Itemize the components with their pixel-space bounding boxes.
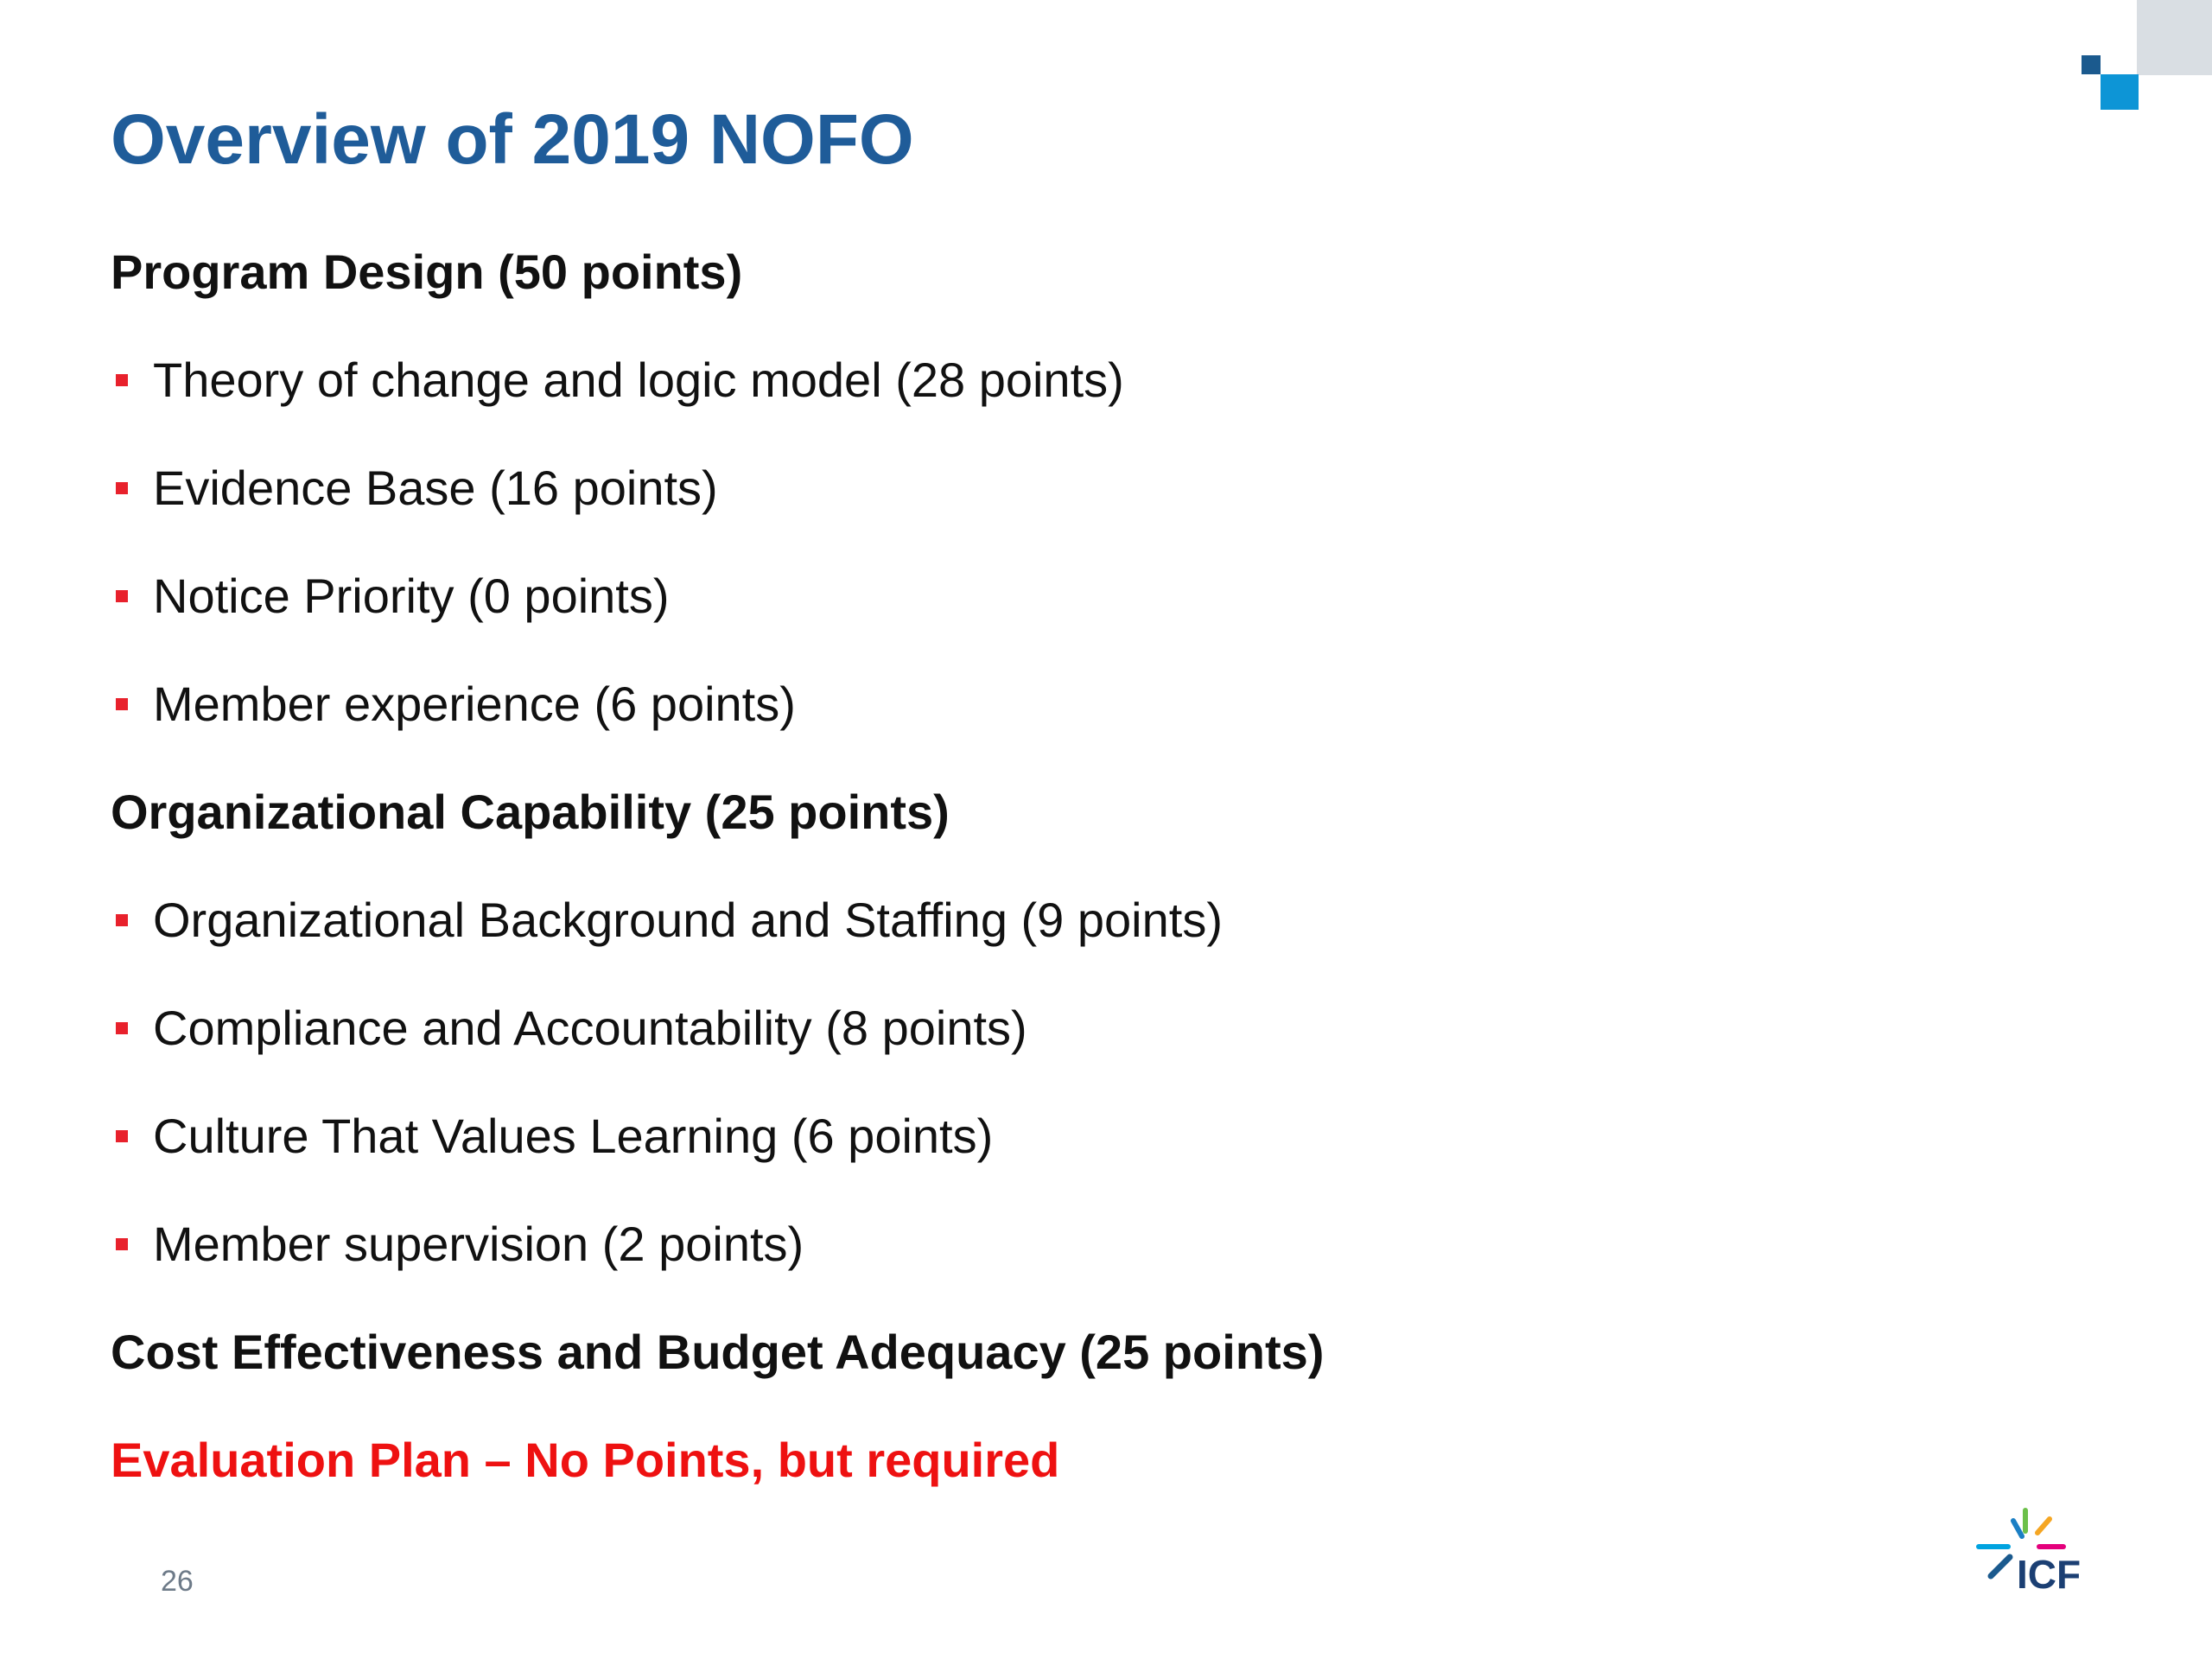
list-item-text: Notice Priority (0 points)	[153, 569, 670, 623]
logo-ray-icon	[2037, 1519, 2050, 1533]
list-item-text: Compliance and Accountability (8 points)	[153, 1001, 1027, 1055]
bullet-icon	[116, 1022, 128, 1034]
corner-gray-square	[2137, 0, 2212, 75]
evaluation-plan-note: Evaluation Plan – No Points, but required	[111, 1433, 1060, 1487]
slide-title: Overview of 2019 NOFO	[111, 100, 914, 179]
section-heading-program-design: Program Design (50 points)	[111, 245, 743, 299]
list-item-text: Evidence Base (16 points)	[153, 461, 718, 515]
list-item-text: Member supervision (2 points)	[153, 1217, 804, 1271]
list-item-text: Culture That Values Learning (6 points)	[153, 1109, 994, 1163]
list-item	[111, 989, 2012, 1097]
list-item-text: Theory of change and logic model (28 points)	[153, 353, 1124, 407]
logo-text: ICF	[2017, 1552, 2082, 1597]
list-item	[111, 341, 2012, 449]
corner-navy-square	[2082, 55, 2101, 74]
list-item	[111, 665, 2012, 773]
list-item	[111, 449, 2012, 557]
page-number: 26	[161, 1565, 194, 1598]
list-item-text: Member experience (6 points)	[153, 677, 796, 731]
section-heading-cost-effectiveness: Cost Effectiveness and Budget Adequacy (25 points)	[111, 1325, 1325, 1379]
corner-blue-square	[2101, 74, 2139, 110]
list-item-text: Organizational Background and Staffing (9 points)	[153, 893, 1223, 947]
icf-logo	[1970, 1503, 2108, 1624]
bullet-icon	[116, 590, 128, 602]
logo-ray-icon	[1991, 1557, 2010, 1576]
section-heading-organizational-capability: Organizational Capability (25 points)	[111, 785, 950, 839]
bullet-icon	[116, 698, 128, 710]
list-item	[111, 557, 2012, 665]
bullet-icon	[116, 374, 128, 386]
bullet-icon	[116, 482, 128, 494]
bullet-icon	[116, 914, 128, 926]
logo-ray-icon	[2013, 1521, 2022, 1536]
list-item	[111, 1097, 2012, 1205]
bullet-icon	[116, 1238, 128, 1250]
list-item	[111, 881, 2012, 989]
slide-content	[111, 233, 2012, 1529]
list-item	[111, 1205, 2012, 1313]
bullet-icon	[116, 1130, 128, 1142]
